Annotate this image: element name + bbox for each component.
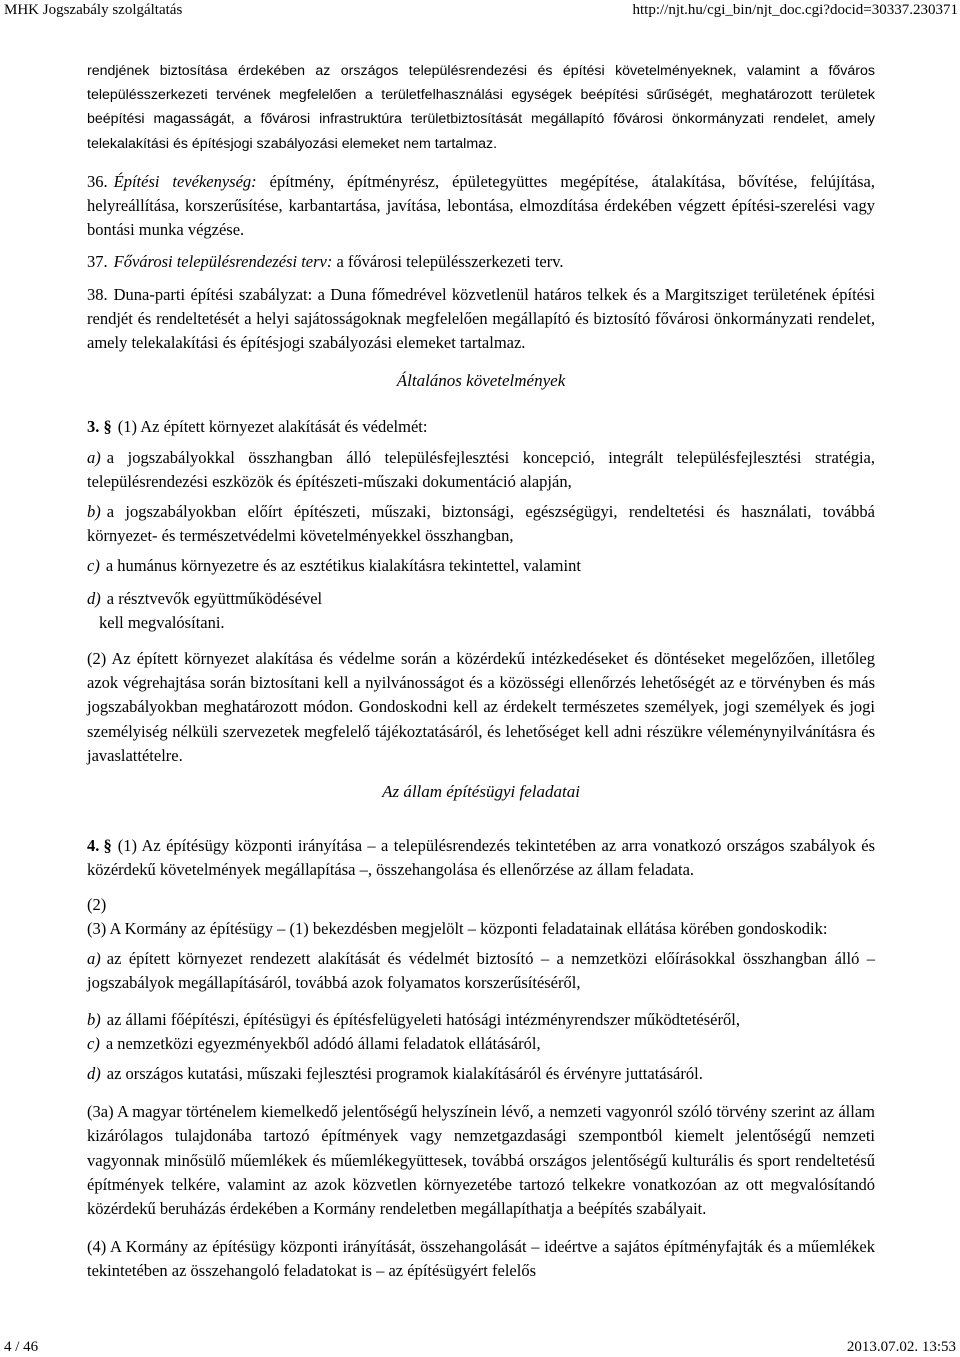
section-3-intro bbox=[87, 415, 875, 439]
point-label: b) bbox=[87, 1009, 101, 1029]
point-text: a résztvevők együttműködésével bbox=[106, 588, 323, 608]
point-label: c) bbox=[87, 556, 100, 576]
section-4-point-c bbox=[87, 1032, 875, 1056]
point-text: az épített környezet rendezett alakítását és védelmét biztosító – a nemzetközi előírásokkal összhangban álló – jogszabályok megállapításáról, továbbá azok folyamatos korszerűsítéséről, bbox=[87, 949, 875, 993]
definition-text: a fővárosi településszerkezeti terv. bbox=[336, 252, 564, 272]
section-intro-text: (1) Az épített környezet alakítását és védelmét: bbox=[117, 417, 428, 437]
point-label: d) bbox=[87, 588, 101, 608]
paragraph-35-continuation: rendjének biztosítása érdekében az országos településrendezési és építési követelményeknek, valamint a főváros településszerkezeti tervének megfelelően a területfelhasználási egységek beépítési sűrűségét, meghatározott területek beépítési magasságát, a fővárosi infrastruktúra területbiztosítását megállapító fővárosi önkormányzati rendelet, amely telekalakítási és építésjogi szabályozási elemeket nem tartalmaz. bbox=[87, 63, 875, 152]
print-datetime: 2013.07.02. 13:53 bbox=[846, 1339, 956, 1355]
paragraph-37 bbox=[87, 250, 875, 274]
section-3-closing: kell megvalósítani. bbox=[99, 612, 225, 632]
section-3-point-d bbox=[87, 587, 875, 611]
definition-term: Fővárosi településrendezési terv: bbox=[113, 252, 333, 272]
section-number: 4. § bbox=[87, 836, 112, 856]
section-4-paragraph-3a: (3a) A magyar történelem kiemelkedő jelentőségű helyszínein lévő, a nemzeti vagyonról szóló törvény szerint az állam kizárólagos tulajdonába tartozó építmények vagy nemzetgazdasági szempontból kiemelt jelentőségű nemzeti vagyonnak minősülő műemlékek és műemlékegyüttesek, továbbá országos jelentőségű kulturális és sport rendeltetésű építmények telkére, valamint az azok közvetlen környezetébe tartozó telkekre vonatkozóan az ott megvalósítandó közérdekű beruházás érdekében a Kormány rendeletben megállapíthatja a beépítés szabályait. bbox=[87, 1102, 875, 1218]
definition-text: Duna-parti építési szabályzat: a Duna főmedrével közvetlenül határos telkek és a Margitsziget területének építési rendjét és rendeltetését a helyi sajátosságoknak megfelelően megállapító és biztosító fővárosi önkormányzati rendelet, amely telekalakítási és építésjogi szabályozási elemeket tartalmaz. bbox=[87, 284, 875, 353]
page-number: 4 / 46 bbox=[4, 1339, 39, 1355]
paragraph-number: 38. bbox=[87, 284, 108, 304]
section-4-paragraph-3: (3) A Kormány az építésügy – (1) bekezdésben megjelölt – központi feladatainak ellátása körében gondoskodik: bbox=[87, 918, 828, 938]
section-4-paragraph-1 bbox=[87, 834, 875, 882]
section-title-general-requirements: Általános követelmények bbox=[396, 371, 566, 391]
point-label: d) bbox=[87, 1063, 101, 1083]
section-3-paragraph-2: (2) Az épített környezet alakítása és védelme során a közérdekű intézkedéseket és döntéseket megelőzően, illetőleg azok végrehajtása során biztosítani kell a nyilvánosságot és a közösségi ellenőrzés lehetőségét az e törvényben és más jogszabályokban meghatározott módon. Gondoskodni kell az érdekelt természetes személyek, jogi személyek és jogi személyiség nélküli szervezetek megfelelő tájékoztatásáról, és lehetőséget kell adni részükre véleménynyilvánításra és javaslattételre. bbox=[87, 649, 875, 765]
section-number: 3. § bbox=[87, 417, 112, 437]
page-header bbox=[0, 0, 960, 20]
point-label: a) bbox=[87, 949, 101, 969]
section-4-paragraph-4: (4) A Kormány az építésügy központi irányítását, összehangolását – ideértve a sajátos építményfajták és a műemlékek tekintetében az összehangoló feladatokat is – az építésügyért felelős bbox=[87, 1237, 875, 1281]
section-4-paragraph-2: (2) bbox=[87, 894, 107, 914]
header-source: MHK Jogszabály szolgáltatás bbox=[4, 2, 183, 18]
section-3-point-b bbox=[87, 500, 875, 548]
section-3-point-c bbox=[87, 554, 875, 578]
paragraph-36 bbox=[87, 170, 875, 243]
point-label: c) bbox=[87, 1033, 100, 1053]
point-text: a humánus környezetre és az esztétikus kialakításra tekintettel, valamint bbox=[105, 556, 581, 576]
paragraph-number: 36. bbox=[87, 171, 108, 191]
paragraph-text: (1) Az építésügy központi irányítása – a településrendezés tekintetében az arra vonatkozó országos szabályok és közérdekű követelmények megállapítása –, összehangolása és ellenőrzése az állam feladata. bbox=[87, 836, 875, 880]
section-4-point-a bbox=[87, 947, 875, 995]
point-label: b) bbox=[87, 502, 101, 522]
definition-term: Építési tevékenység: bbox=[113, 171, 257, 191]
point-text: a jogszabályokkal összhangban álló településfejlesztési koncepció, integrált településfejlesztési stratégia, településrendezési eszközök és építészeti-műszaki dokumentáció alapján, bbox=[87, 447, 875, 491]
section-3-point-a bbox=[87, 446, 875, 494]
section-4-point-d bbox=[87, 1062, 875, 1086]
point-text: az országos kutatási, műszaki fejlesztési programok kialakításáról és érvényre juttatásáról. bbox=[106, 1063, 703, 1083]
point-text: a jogszabályokban előírt építészeti, műszaki, biztonsági, egészségügyi, rendeltetési és használati, továbbá környezet- és természetvédelmi követelményekkel összhangban, bbox=[87, 502, 875, 546]
point-text: az állami főépítészi, építésügyi és építésfelügyeleti hatósági intézményrendszer működtetéséről, bbox=[106, 1009, 740, 1029]
section-title-state-building-tasks: Az állam építésügyi feladatai bbox=[382, 782, 580, 802]
paragraph-38 bbox=[87, 283, 875, 356]
header-url[interactable]: http://njt.hu/cgi_bin/njt_doc.cgi?docid=30337.230371 bbox=[632, 2, 958, 18]
paragraph-number: 37. bbox=[87, 252, 108, 272]
document-body bbox=[87, 59, 875, 1284]
point-label: a) bbox=[87, 447, 101, 467]
section-4-point-b bbox=[87, 1008, 875, 1032]
page-footer bbox=[0, 1339, 960, 1357]
point-text: a nemzetközi egyezményekből adódó állami feladatok ellátásáról, bbox=[105, 1033, 541, 1053]
definition-text: építmény, építményrész, épületegyüttes megépítése, átalakítása, bővítése, felújítása, helyreállítása, korszerűsítése, karbantartása, javítása, lebontása, elmozdítása érdekében végzett építési-szerelési vagy bontási munka végzése. bbox=[87, 171, 875, 240]
